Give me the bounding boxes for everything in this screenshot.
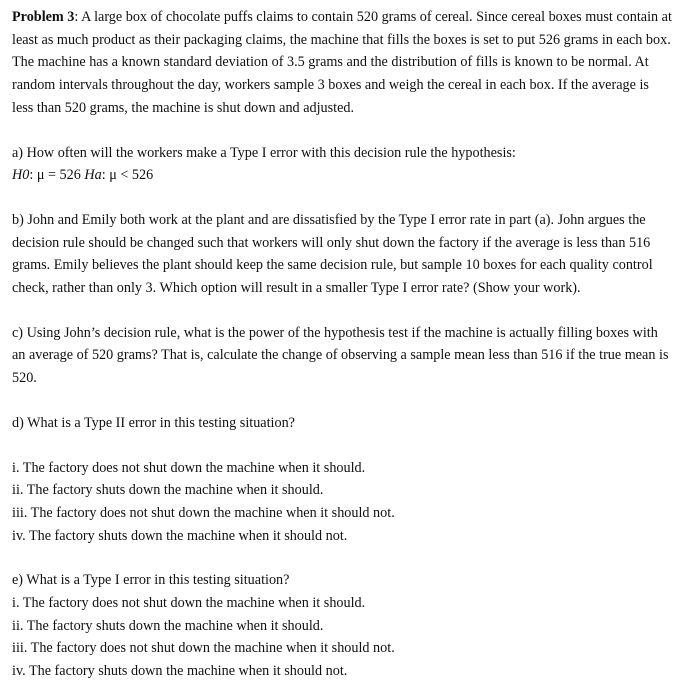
- part-d-option: ii. The factory shuts down the machine when it should.: [12, 482, 324, 499]
- problem-document: [12, 6, 672, 683]
- problem-intro-text: : A large box of chocolate puffs claims to contain 520 grams of cereal. Since cereal boxes must contain at least as much product as their packaging claims, the machine that fills the boxes is set to put 526 grams in each box. The machine has a known standard deviation of 3.5 grams and the distribution of fills is known to be normal. At random intervals throughout the day, workers sample 3 boxes and weigh the cereal in each box. If the average is less than 520 grams, the machine is shut down and adjusted.: [12, 9, 672, 116]
- part-a-question: a) How often will the workers make a Type I error with this decision rule the hypothesis:: [12, 144, 516, 161]
- alt-hypothesis-label: Ha: [84, 167, 102, 184]
- part-e: [12, 569, 672, 683]
- part-b-text: b) John and Emily both work at the plant and are dissatisfied by the Type I error rate in part (a). John argues the decision rule should be changed such that workers will only shut down the factory if the average is less than 516 grams. Emily believes the plant should keep the same decision rule, but sample 10 boxes for each quality control check, rather than only 3. Which option will result in a smaller Type I error rate? (Show your work).: [12, 211, 653, 297]
- null-hypothesis-label: H0: [12, 167, 30, 184]
- part-d-option: iii. The factory does not shut down the machine when it should not.: [12, 504, 395, 521]
- part-e-option: iv. The factory shuts down the machine when it should not.: [12, 663, 348, 680]
- part-a-hypotheses: [12, 164, 672, 187]
- part-e-question: e) What is a Type I error in this testing situation?: [12, 572, 290, 589]
- part-e-option: iii. The factory does not shut down the machine when it should not.: [12, 640, 395, 657]
- part-b: [12, 209, 672, 300]
- problem-label: Problem 3: [12, 9, 75, 25]
- part-d-option: iv. The factory shuts down the machine when it should not.: [12, 527, 348, 544]
- part-c-text: c) Using John’s decision rule, what is the power of the hypothesis test if the machine is actually filling boxes with an average of 520 grams? That is, calculate the change of observing a sample mean less than 516 if the true mean is 520.: [12, 324, 669, 387]
- problem-intro: [12, 6, 672, 120]
- part-e-option: i. The factory does not shut down the machine when it should.: [12, 595, 366, 612]
- part-d-question: d) What is a Type II error in this testing situation?: [12, 414, 295, 431]
- null-hypothesis-expression: : μ = 526: [29, 167, 85, 184]
- alt-hypothesis-expression: : μ < 526: [101, 167, 154, 184]
- part-d-options: [12, 457, 672, 548]
- part-a: [12, 142, 672, 187]
- part-c: [12, 322, 672, 390]
- part-d-option: i. The factory does not shut down the machine when it should.: [12, 459, 366, 476]
- part-d: [12, 412, 672, 548]
- part-e-option: ii. The factory shuts down the machine when it should.: [12, 617, 324, 634]
